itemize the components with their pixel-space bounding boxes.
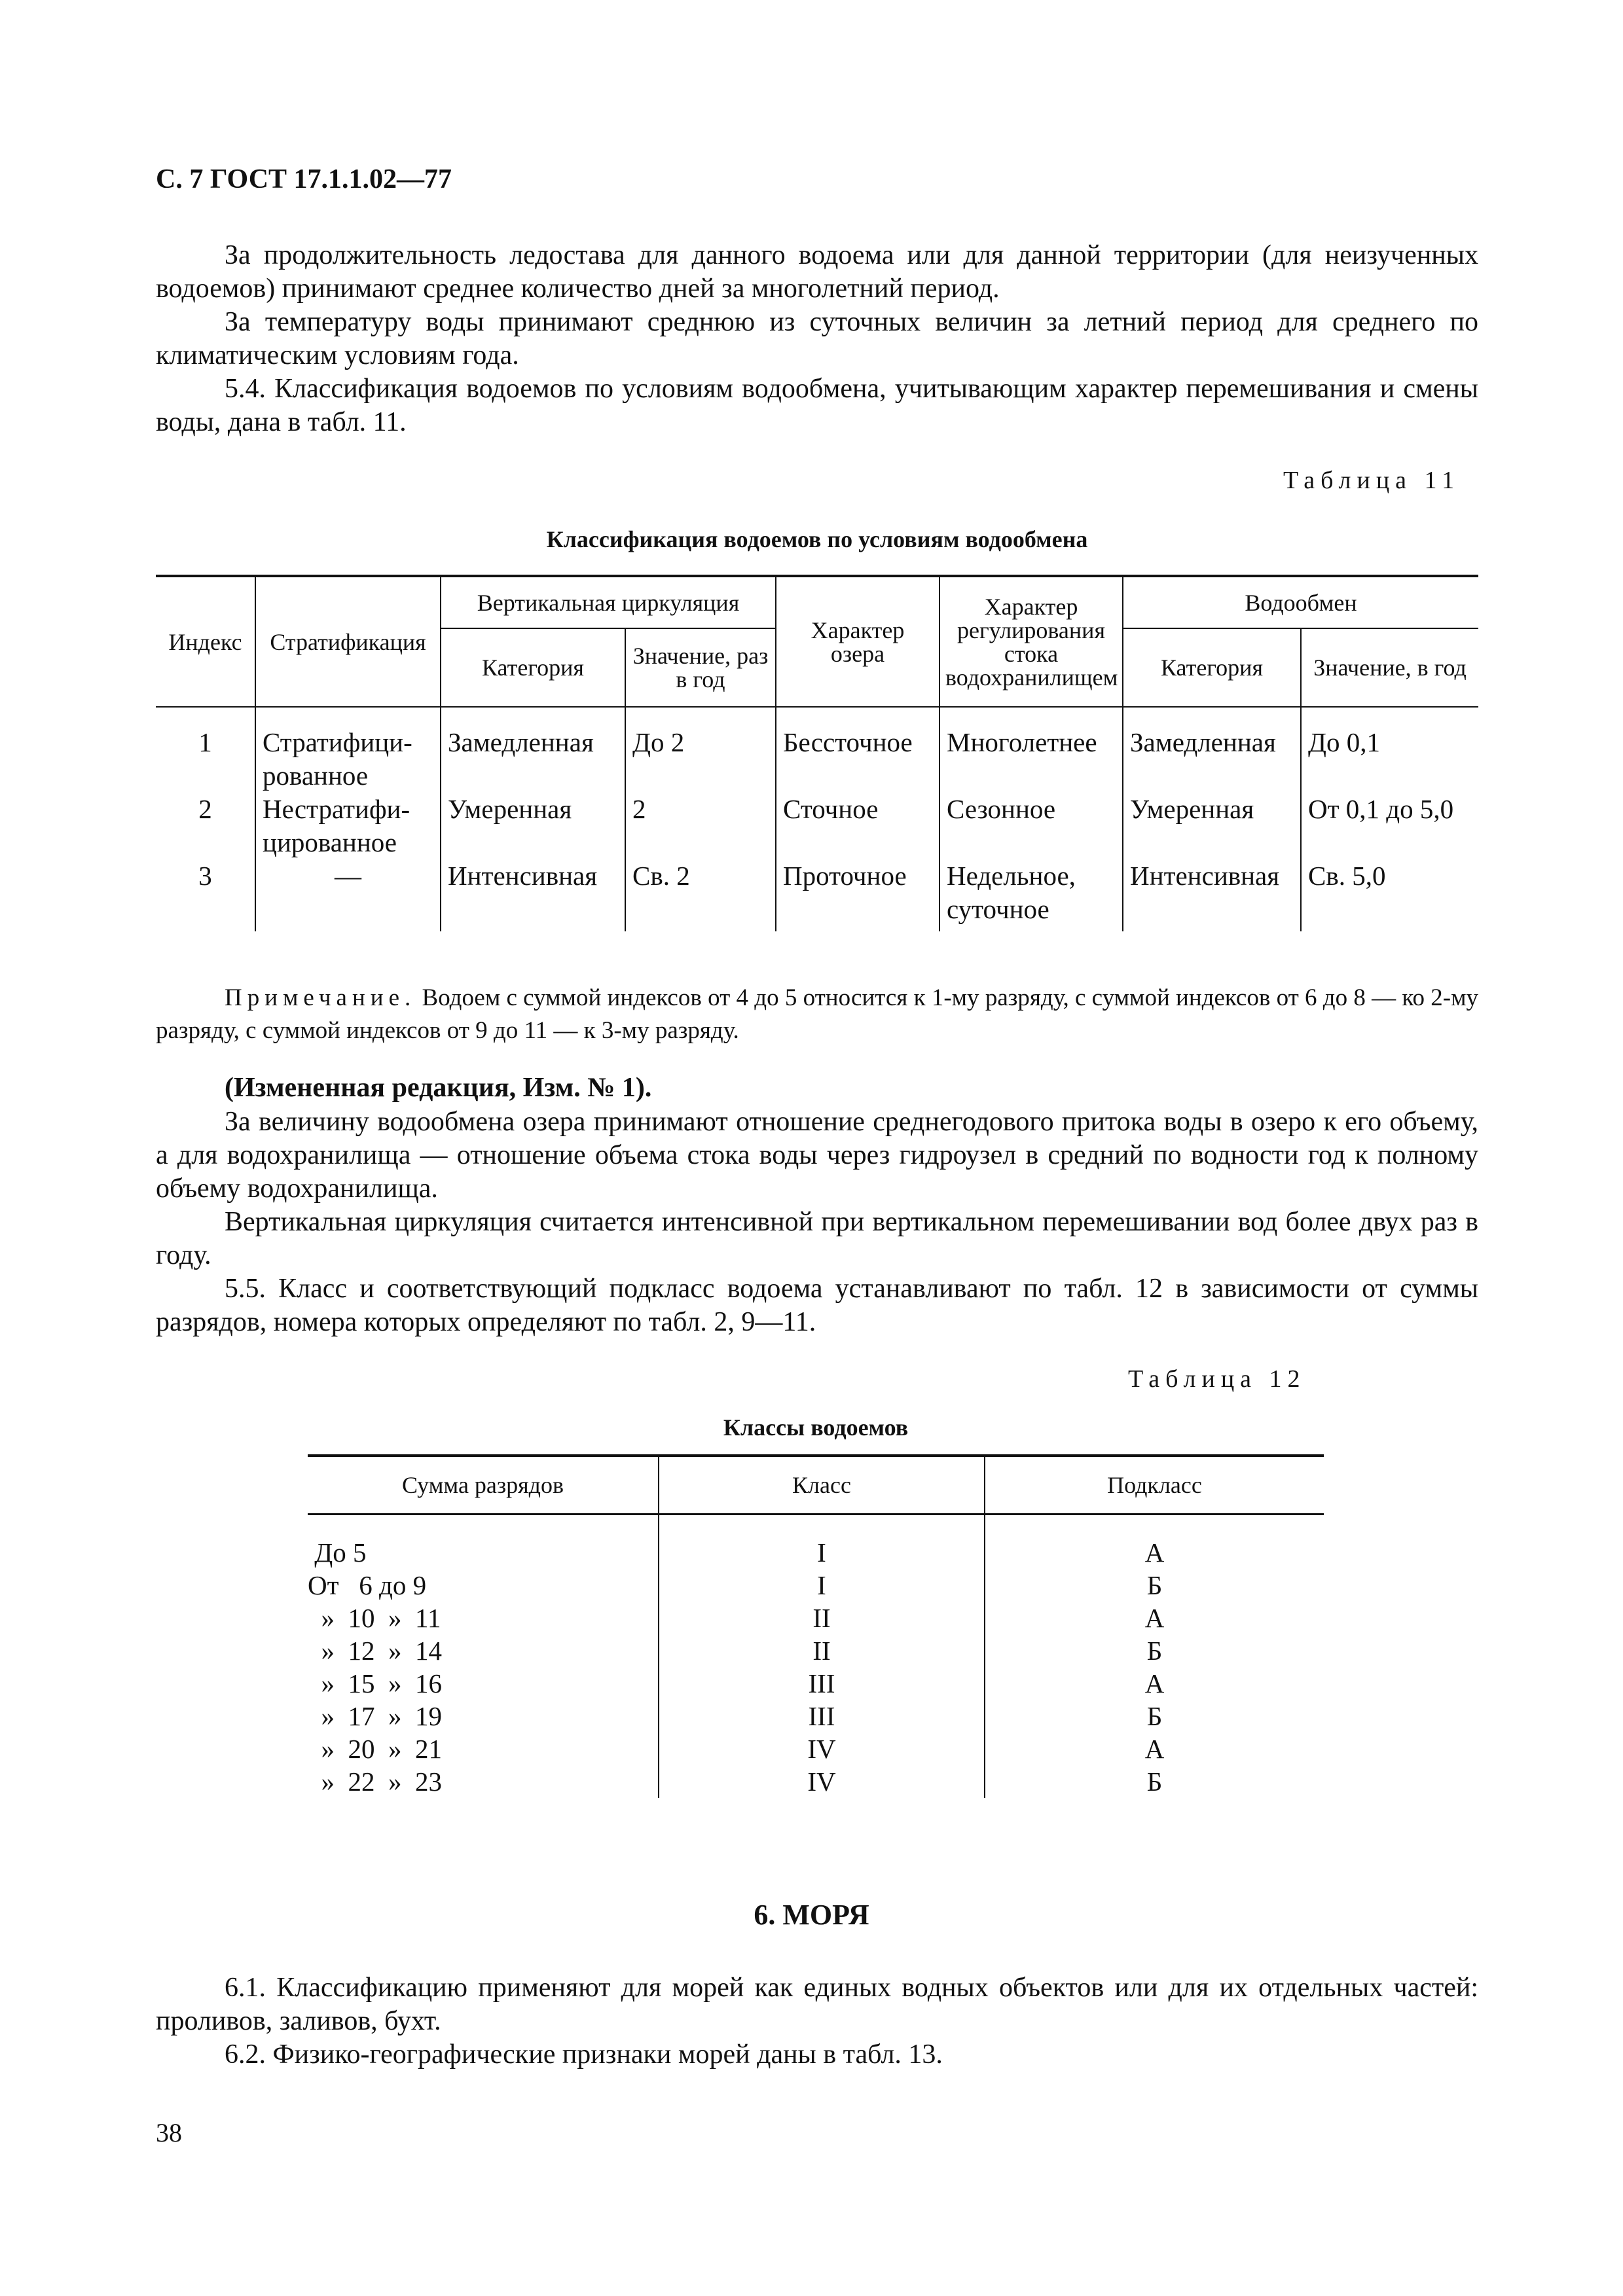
page-number: 38	[156, 2118, 182, 2147]
header-we-value: Значение, в год	[1301, 628, 1478, 707]
table-row: От 6 до 9 I Б	[308, 1569, 1324, 1602]
table-11	[156, 575, 1478, 931]
paragraph-ice-duration: За продолжительность ледостава для данного водоема или для данной территории (для неизученных водоемов) принимают среднее количество дней за многолетний период.	[156, 240, 1478, 304]
header-index: Индекс	[156, 576, 255, 707]
table-row: » 17 » 19 III Б	[308, 1700, 1324, 1732]
paragraph-water-temperature: За температуру воды принимают среднюю из суточных величин за летний период для среднего по климатическим условиям года.	[156, 307, 1478, 370]
paragraph-water-exchange: За величину водообмена озера принимают отношение среднегодового притока воды в озеро к его объему, а для водохранилища — отношение объема стока воды через гидроузел в средний по водности год к полному объему водохранилища.	[156, 1107, 1478, 1204]
table-12-label: Таблица 12	[1128, 1365, 1306, 1393]
table-12-title: Классы водоемов	[723, 1414, 909, 1441]
header-class: Класс	[659, 1456, 985, 1515]
table-11-note: Примечание. Водоем с суммой индексов от 4 до 5 относится к 1-му разряду, с суммой индексов от 6 до 8 — ко 2-му разряду, с суммой индексов от 9 до 11 — к 3-му разряду.	[156, 984, 1478, 1044]
changed-edition: (Измененная редакция, Изм. № 1).	[225, 1073, 652, 1103]
header-vertical-circulation: Вертикальная циркуляция	[441, 576, 776, 628]
table-11-title: Классификация водоемов по условиям водообмена	[546, 526, 1088, 552]
paragraph-6-2: 6.2. Физико-географические признаки морей даны в табл. 13.	[225, 2039, 943, 2070]
header-regulation-character: Характер регулирования стока водохранилищем	[939, 576, 1123, 707]
header-subclass: Подкласс	[985, 1456, 1324, 1515]
table-row: 2 Нестратифи-цированное Умеренная 2 Сточное Сезонное Умеренная От 0,1 до 5,0	[156, 793, 1478, 859]
header-stratification: Стратификация	[255, 576, 441, 707]
table-row: 1 Стратифици-рованное Замедленная До 2 Бессточное Многолетнее Замедленная До 0,1	[156, 707, 1478, 793]
page-header: С. 7 ГОСТ 17.1.1.02—77	[156, 164, 452, 194]
paragraph-6-1: 6.1. Классификацию применяют для морей как единых водных объектов или для их отдельных частей: проливов, заливов, бухт.	[156, 1973, 1478, 2036]
header-sum: Сумма разрядов	[308, 1456, 659, 1515]
table-row: » 12 » 14 II Б	[308, 1634, 1324, 1667]
table-row: » 10 » 11 II А	[308, 1602, 1324, 1634]
table-12	[308, 1454, 1324, 1798]
table-row: 3 — Интенсивная Св. 2 Проточное Недельное, суточное Интенсивная Св. 5,0	[156, 859, 1478, 931]
header-lake-character: Характер озера	[776, 576, 939, 707]
header-water-exchange: Водообмен	[1123, 576, 1478, 628]
table-row: » 22 » 23 IV Б	[308, 1765, 1324, 1798]
header-vc-category: Категория	[441, 628, 625, 707]
table-row: » 20 » 21 IV А	[308, 1732, 1324, 1765]
paragraph-5-5: 5.5. Класс и соответствующий подкласс водоема устанавливают по табл. 12 в зависимости от суммы разрядов, номера которых определяют по табл. 2, 9—11.	[156, 1274, 1478, 1337]
paragraph-5-4: 5.4. Классификация водоемов по условиям водообмена, учитывающим характер перемешивания и смены воды, дана в табл. 11.	[156, 374, 1478, 437]
paragraph-vertical-circulation: Вертикальная циркуляция считается интенсивной при вертикальном перемешивании вод более двух раз в году.	[156, 1207, 1478, 1270]
table-row: » 15 » 16 III А	[308, 1667, 1324, 1700]
table-row: До 5 I А	[308, 1515, 1324, 1570]
header-we-category: Категория	[1123, 628, 1301, 707]
section-title: 6. МОРЯ	[754, 1899, 869, 1931]
table-11-label: Таблица 11	[1283, 467, 1461, 494]
header-vc-value: Значение, раз в год	[625, 628, 776, 707]
